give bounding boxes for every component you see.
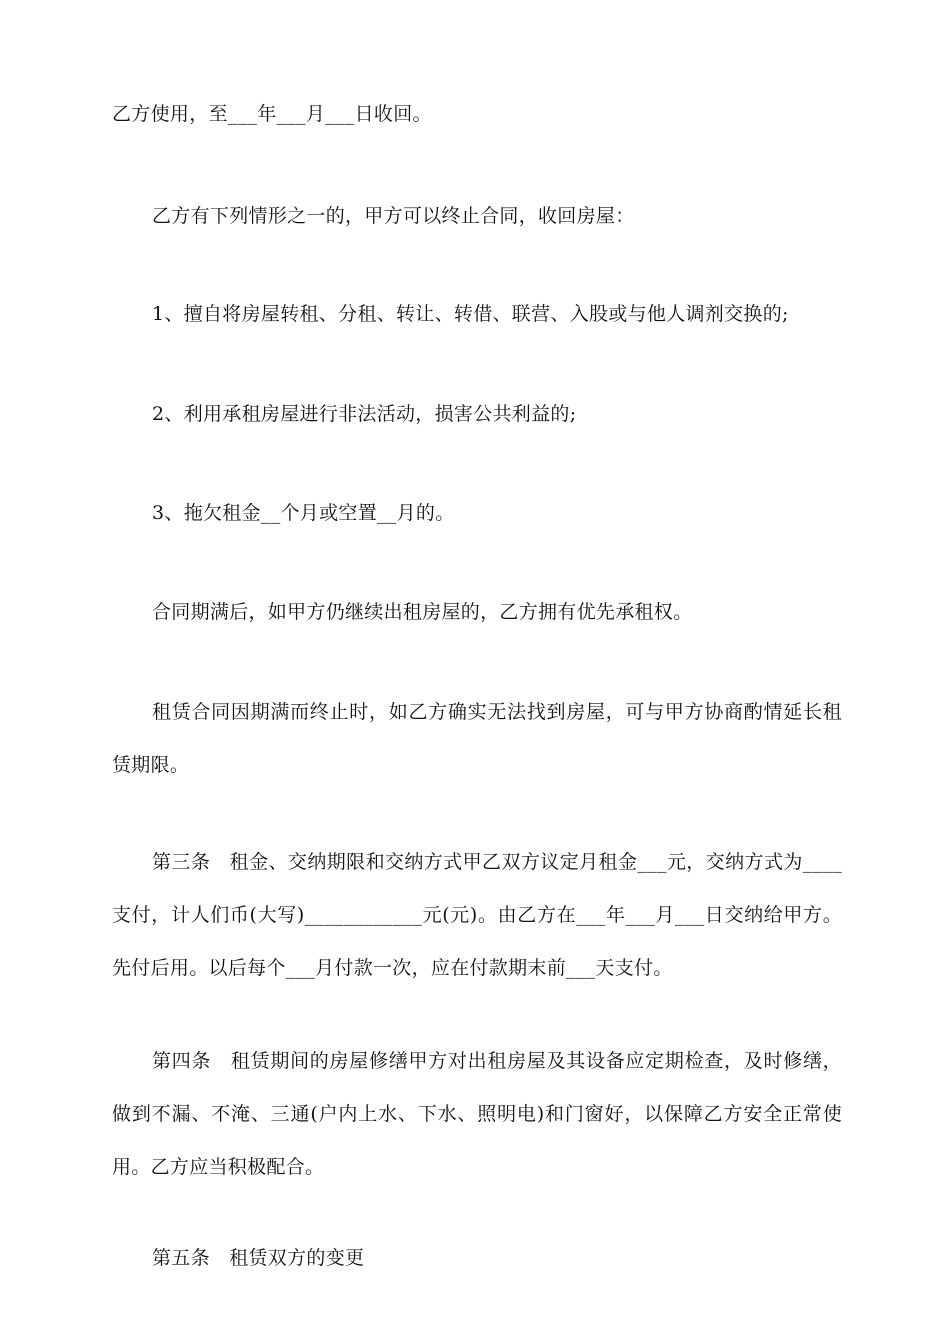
paragraph-9: 第四条 租赁期间的房屋修缮甲方对出租房屋及其设备应定期检查，及时修缮，做到不漏、不淹、三通(户内上水、下水、照明电)和门窗好，以保障乙方安全正常使用。乙方应当积极配合。	[112, 1050, 842, 1178]
paragraph-10: 第五条 租赁双方的变更	[152, 1247, 365, 1269]
paragraph-1: 乙方使用，至___年___月___日收回。	[112, 103, 432, 125]
paragraph-4: 2、利用承租房屋进行非法活动，损害公共利益的;	[152, 403, 577, 425]
paragraph-7: 租赁合同因期满而终止时，如乙方确实无法找到房屋，可与甲方协商酌情延长租赁期限。	[112, 701, 842, 776]
paragraph-6: 合同期满后，如甲方仍继续出租房屋的，乙方拥有优先承租权。	[152, 601, 693, 623]
paragraph-2: 乙方有下列情形之一的，甲方可以终止合同，收回房屋：	[152, 205, 635, 227]
paragraph-5: 3、拖欠租金__个月或空置__月的。	[152, 502, 455, 524]
paragraph-8: 第三条 租金、交纳期限和交纳方式甲乙双方议定月租金___元，交纳方式为____支付，计人们币(大写)____________元(元)。由乙方在___年___月___日交纳给甲方。先付后用。以后每个___月付款一次，应在付款期末前___天支付。	[112, 851, 842, 979]
paragraph-3: 1、擅自将房屋转租、分租、转让、转借、联营、入股或与他人调剂交换的;	[152, 303, 789, 325]
